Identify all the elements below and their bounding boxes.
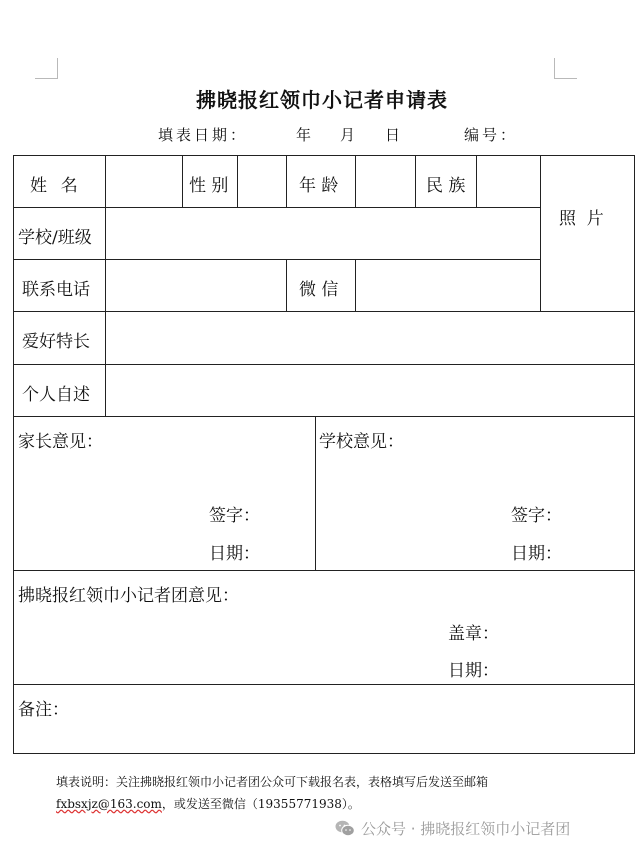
school-class-field[interactable] — [105, 207, 541, 260]
remarks-label: 备注： — [18, 700, 69, 720]
school-class-cell — [13, 207, 106, 260]
wechat-field[interactable] — [355, 259, 541, 312]
phone-field[interactable] — [105, 259, 287, 312]
fill-date-label: 填表日期： — [158, 126, 249, 144]
name-field[interactable] — [105, 155, 183, 208]
age-field[interactable] — [355, 155, 416, 208]
gender-cell — [182, 155, 238, 208]
photo-box[interactable] — [540, 155, 635, 312]
parent-signature-label: 签字： — [209, 506, 260, 526]
org-date-label: 日期： — [448, 661, 499, 681]
ethnicity-cell — [415, 155, 477, 208]
ethnicity-field[interactable] — [476, 155, 541, 208]
self-intro-label: 个人自述 — [22, 385, 90, 405]
org-opinion-label: 拂晓报红领巾小记者团意见： — [18, 586, 239, 606]
email-address[interactable]: fxbsxjz@163.com — [56, 797, 162, 811]
hobbies-field[interactable] — [105, 311, 635, 365]
org-opinion-box[interactable] — [13, 570, 635, 685]
page-corner-mark — [554, 58, 577, 79]
watermark-text: 公众号 · 拂晓报红领巾小记者团 — [361, 820, 571, 838]
self-intro-cell — [13, 364, 106, 417]
gender-label: 性 别 — [189, 176, 229, 196]
phone-cell — [13, 259, 106, 312]
phone-label: 联系电话 — [22, 280, 90, 300]
wechat-label: 微 信 — [299, 280, 339, 300]
hobbies-label: 爱好特长 — [22, 332, 90, 352]
instructions-line1: 填表说明：关注拂晓报红领巾小记者团公众可下载报名表，表格填写后发送至邮箱 — [56, 775, 489, 789]
name-label: 姓 名 — [30, 176, 79, 196]
age-cell — [286, 155, 356, 208]
parent-opinion-box[interactable] — [13, 416, 316, 571]
hobbies-cell — [13, 311, 106, 365]
month-label: 月 — [340, 126, 359, 144]
self-intro-field[interactable] — [105, 364, 635, 417]
school-opinion-box[interactable] — [315, 416, 635, 571]
ethnicity-label: 民 族 — [426, 176, 466, 196]
parent-opinion-label: 家长意见： — [18, 432, 103, 452]
instructions-line2-rest: ，或发送至微信（19355771938）。 — [161, 797, 360, 811]
photo-label: 照 片 — [559, 209, 604, 229]
year-label: 年 — [296, 126, 315, 144]
org-seal-label: 盖章： — [448, 624, 499, 644]
watermark — [335, 818, 570, 839]
school-signature-label: 签字： — [511, 506, 562, 526]
number-label: 编号： — [464, 126, 519, 144]
school-opinion-label: 学校意见： — [319, 432, 404, 452]
day-label: 日 — [385, 126, 404, 144]
name-cell — [13, 155, 106, 208]
instructions-line2 — [56, 795, 360, 812]
parent-date-label: 日期： — [209, 544, 260, 564]
form-title: 拂晓报红领巾小记者申请表 — [196, 88, 448, 112]
wechat-icon — [335, 820, 355, 837]
remarks-box[interactable] — [13, 684, 635, 754]
page-corner-mark — [35, 58, 58, 79]
age-label: 年 龄 — [299, 176, 339, 196]
wechat-cell — [286, 259, 356, 312]
school-date-label: 日期： — [511, 544, 562, 564]
school-class-label: 学校/班级 — [18, 228, 92, 248]
gender-field[interactable] — [237, 155, 287, 208]
